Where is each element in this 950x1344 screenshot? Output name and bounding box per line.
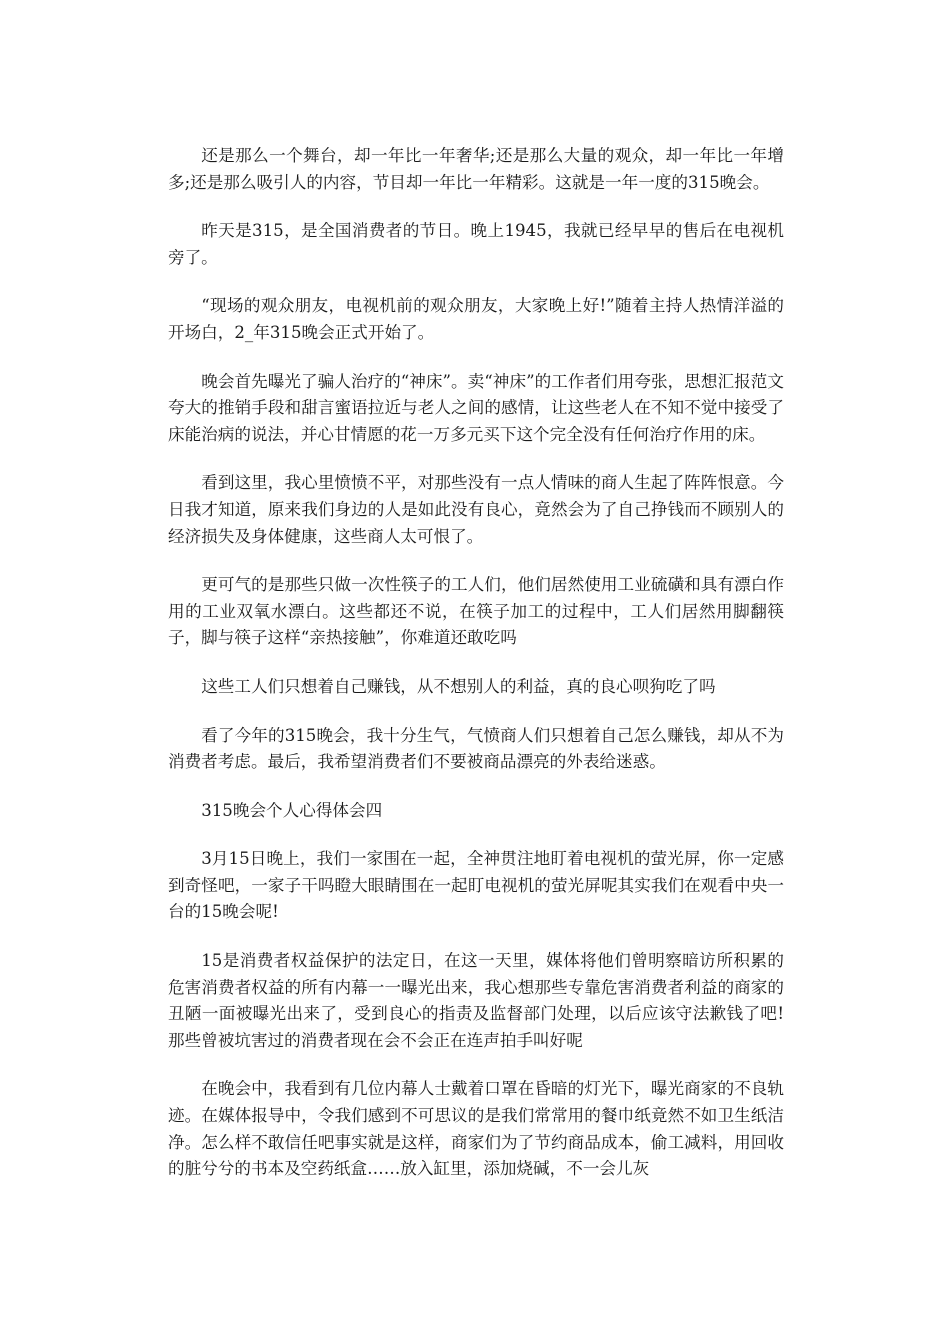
paragraph-7: 这些工人们只想着自己赚钱，从不想别人的利益，真的良心呗狗吃了吗 bbox=[201, 676, 716, 696]
paragraph-9: 3月15日晚上，我们一家围在一起，全神贯注地盯着电视机的萤光屏，你一定感到奇怪吧，一家子干吗瞪大眼睛围在一起盯电视机的萤光屏呢其实我们在观看中央一台的15晚会呢! bbox=[168, 849, 784, 922]
paragraph-10: 15是消费者权益保护的法定日，在这一天里，媒体将他们曾明察暗访所积累的危害消费者权益的所有内幕一一曝光出来，我心想那些专靠危害消费者利益的商家的丑陋一面被曝光出来了，受到良心的指责及监督部门处理，以后应该守法歉钱了吧!那些曾被坑害过的消费者现在会不会正在连声拍手叫好呢 bbox=[168, 951, 784, 1050]
paragraph-11: 在晚会中，我看到有几位内幕人士戴着口罩在昏暗的灯光下，曝光商家的不良轨迹。在媒体报导中，令我们感到不可思议的是我们常常用的餐巾纸竟然不如卫生纸洁净。怎么样不敢信任吧事实就是这样，商家们为了节约商品成本，偷工减料，用回收的脏兮兮的书本及空药纸盒……放入缸里，添加烧碱，不一会儿灰 bbox=[168, 1079, 784, 1179]
paragraph-6: 更可气的是那些只做一次性筷子的工人们，他们居然使用工业硫磺和具有漂白作用的工业双氧水漂白。这些都还不说，在筷子加工的过程中，工人们居然用脚翻筷子，脚与筷子这样“亲热接触”，你难道还敢吃吗 bbox=[168, 575, 784, 648]
paragraph-8: 看了今年的315晚会，我十分生气，气愤商人们只想着自己怎么赚钱，却从不为消费者考虑。最后，我希望消费者们不要被商品漂亮的外表给迷惑。 bbox=[168, 725, 784, 772]
paragraph-2: 昨天是315，是全国消费者的节日。晚上1945，我就已经早早的售后在电视机旁了。 bbox=[168, 221, 784, 267]
document-body bbox=[168, 143, 784, 1205]
paragraph-4: 晚会首先曝光了骗人治疗的“神床”。卖“神床”的工作者们用夸张，思想汇报范文夸大的推销手段和甜言蜜语拉近与老人之间的感情，让这些老人在不知不觉中接受了床能治病的说法，并心甘情愿的花一万多元买下这个完全没有任何治疗作用的床。 bbox=[168, 371, 784, 444]
section-heading: 315晚会个人心得体会四 bbox=[201, 800, 383, 820]
paragraph-1: 还是那么一个舞台，却一年比一年奢华;还是那么大量的观众，却一年比一年增多;还是那么吸引人的内容，节目却一年比一年精彩。这就是一年一度的315晚会。 bbox=[168, 146, 784, 192]
paragraph-3: “现场的观众朋友，电视机前的观众朋友，大家晚上好!”随着主持人热情洋溢的开场白，2_年315晚会正式开始了。 bbox=[168, 296, 784, 342]
paragraph-5: 看到这里，我心里愤愤不平，对那些没有一点人情味的商人生起了阵阵恨意。今日我才知道，原来我们身边的人是如此没有良心，竟然会为了自己挣钱而不顾别人的经济损失及身体健康，这些商人太可恨了。 bbox=[168, 473, 784, 546]
